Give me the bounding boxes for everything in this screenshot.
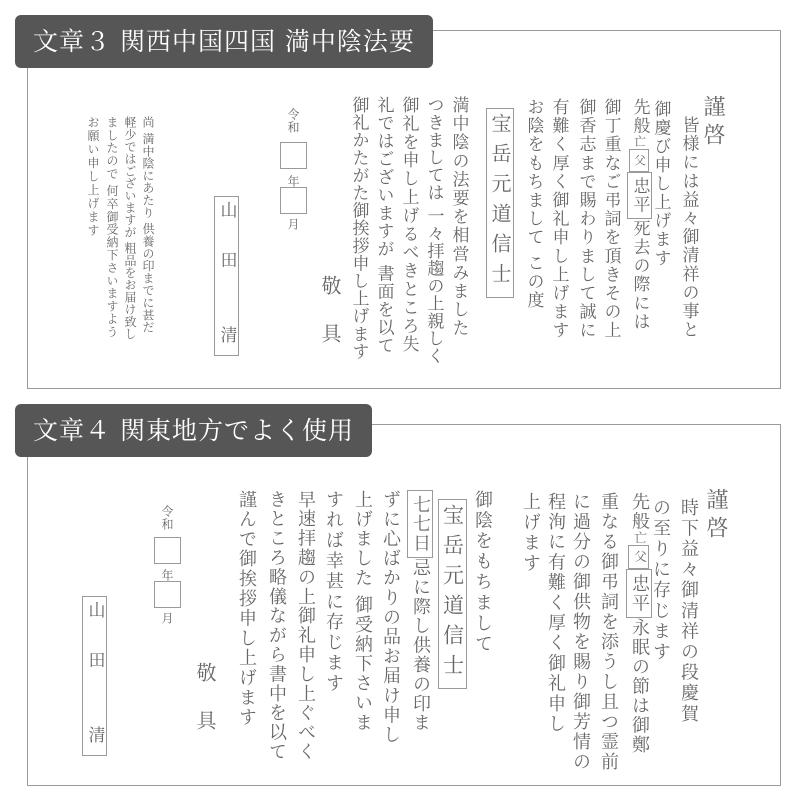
text-segment: 皆様には益々御清祥の事と [678,116,699,340]
text-segment: 死去の際には [629,219,650,332]
text-column [296,490,314,762]
text-segment: 謹啓 [703,488,728,544]
text-segment: 令和 [286,108,300,134]
text-segment: 年 [286,175,300,188]
text-segment: の至りに存じます [650,498,671,663]
text-segment: 御陰をもちまして [472,490,493,655]
boxed-name: 山 田 清 [214,196,239,356]
text-column [124,116,136,340]
text-segment: 満中陰の法要を相営みました [448,96,469,338]
text-segment: きところ略儀ながら書中を以て [266,490,287,762]
text-column [87,116,99,238]
text-column [425,96,442,364]
text-segment: 御慶び申し上げます [650,100,671,268]
text-column [82,596,107,756]
text-segment: お願い申し上げます [86,116,100,238]
text-column [324,490,342,694]
text-column [195,662,215,734]
text-column [701,95,723,151]
text-segment: 御香志まで賜わりまして誠に [575,98,596,340]
text-column [521,492,539,574]
text-segment: お陰をもちまして この度 [523,98,544,310]
text-segment: 忌に際し供養の印ま [410,558,431,733]
text-segment: 月 [286,218,300,231]
text-segment: 御礼かたがた御挨拶申し上げます [348,96,369,360]
date-blank-box [154,537,181,564]
text-column [381,490,399,745]
boxed-name: 山 田 清 [82,596,107,756]
boxed-name: 父 [629,149,649,173]
text-column [161,612,173,625]
text-column [142,116,154,333]
text-column [320,275,340,347]
panel-title-2: 文章４ 関東地方でよく使用 [15,404,372,457]
boxed-name: 父 [628,545,649,569]
text-segment: 重なる御弔詞を添うし且つ霊前 [598,492,619,772]
text-segment: 敬 具 [318,275,342,347]
text-segment: 御礼を申し上げるべきところ失 [398,96,419,354]
text-column [550,98,567,340]
text-column [577,98,594,340]
text-column [237,490,255,728]
text-segment: つきましては 一々拝趨の上親しく [423,96,444,365]
text-segment: 敬 具 [193,662,217,734]
text-column [680,116,697,339]
text-column [571,492,589,772]
text-segment: 年 [160,569,174,582]
text-column [599,492,617,772]
date-blank-box [280,187,307,214]
text-column [287,108,299,134]
text-column [353,490,371,733]
text-segment: 御丁重なご弔詞を頂きその上 [600,98,621,340]
text-column [407,490,433,733]
boxed-name: 宝岳元道信士 [438,499,467,689]
text-segment: ずに心ばかりの品お届け申し [380,490,401,745]
text-column [486,108,514,298]
text-column [106,116,118,338]
text-segment: 謹啓 [700,95,725,151]
boxed-name: 忠平 [626,569,652,618]
text-column [626,492,652,755]
text-segment: 時下益々御清祥の段慶賀 [678,498,699,725]
text-segment: 先般 [629,98,650,136]
text-column [161,505,173,531]
text-column [602,98,619,340]
text-segment: 令和 [160,505,174,531]
date-blank-box [154,581,181,608]
text-segment: 謹んで御挨拶申し上げます [236,490,257,728]
text-column [651,498,669,663]
text-column [375,96,392,354]
text-column [450,96,467,338]
text-column [214,196,239,356]
text-column [525,98,542,310]
text-segment: 有難く厚く御礼申し上げます [548,98,569,340]
text-column [400,96,417,354]
panel-title-1: 文章３ 関西中国四国 満中陰法要 [15,15,433,68]
text-segment: ましたので 何卒御受納下さいますよう [105,116,119,339]
text-column [546,492,564,734]
text-segment: に過分の御供物を賜り御芳情の [570,492,591,772]
text-segment: 礼ではございますが 書面を以て [373,96,394,355]
text-segment: 月 [160,612,174,625]
text-segment: 亡 [632,531,647,546]
text-segment: 亡 [632,135,647,149]
text-column [473,490,491,655]
text-segment: 先般 [629,492,650,531]
text-column [652,100,669,267]
text-segment: 上げます [520,492,541,575]
date-blank-box [280,142,307,169]
text-column [267,490,285,762]
text-column [438,499,467,689]
text-column [679,498,697,725]
boxed-name: 宝岳元道信士 [486,108,514,298]
boxed-name: 七七日 [407,490,433,558]
text-segment: 永眠の節は御鄭 [629,618,650,755]
text-segment: 早速拝趨の上御礼申し上ぐべく [295,490,316,762]
text-segment: 軽少ではございますが 粗品をお届け致し [123,116,137,340]
text-column [627,98,652,331]
text-segment: 上げました 御受納下さいま [352,490,373,733]
text-column [704,488,726,544]
text-column [287,218,299,231]
text-column [350,96,367,360]
text-segment: 尚 満中陰にあたり 供養の印までに甚だ [141,116,155,334]
text-segment: すれば幸甚に存じます [323,490,344,694]
text-segment: 程洵に有難く厚く御礼申し [545,492,566,735]
boxed-name: 忠平 [627,172,652,219]
